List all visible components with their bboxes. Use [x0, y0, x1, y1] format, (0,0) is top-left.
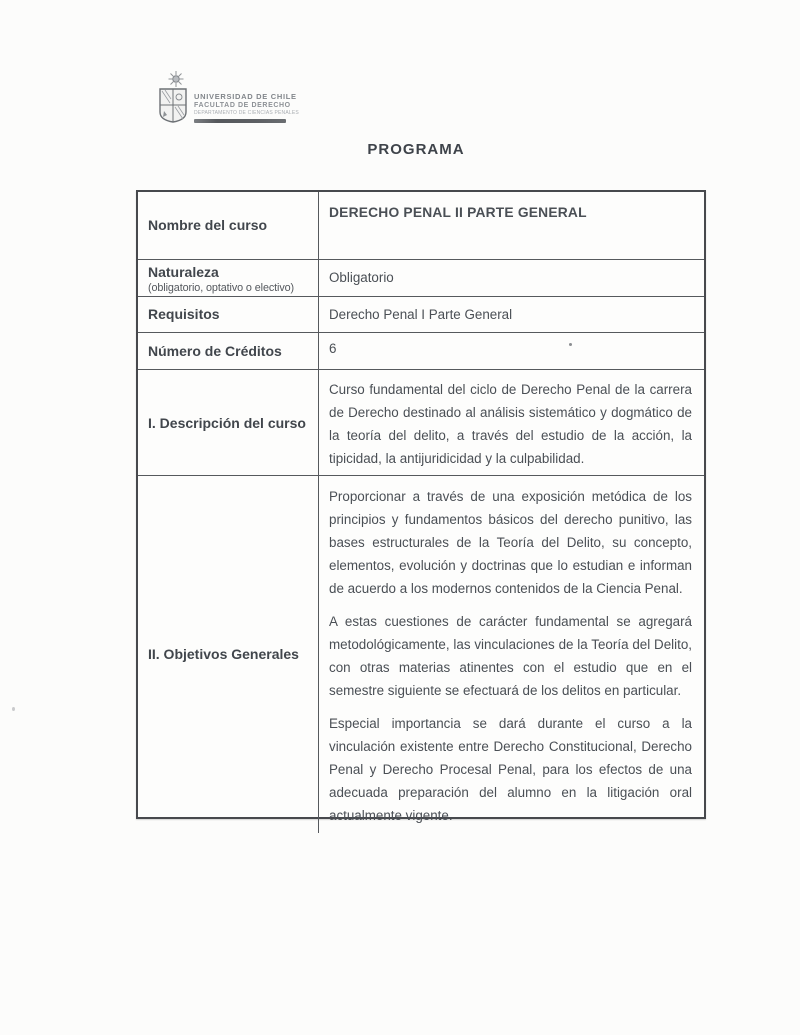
university-crest-icon: [156, 70, 192, 124]
row-label-text: Número de Créditos: [148, 342, 282, 359]
scan-speck: [569, 343, 572, 346]
row-label: [138, 476, 319, 833]
logo-university-name: UNIVERSIDAD DE CHILE: [194, 92, 297, 101]
table-row-objetivos-generales: [138, 476, 704, 823]
row-value: [319, 476, 704, 833]
page-title: PROGRAMA: [367, 141, 465, 158]
table-row-descripcion-del-curso: [138, 370, 704, 476]
value-paragraph: Especial importancia se dará durante el curso a la vinculación existente entre Derecho Constitucional, Derecho Penal y Derecho Procesal Penal, para los efectos de una adecuada preparación del alumno en la litigación oral actualmente vigente.: [329, 716, 692, 823]
table-row-requisitos: [138, 297, 704, 333]
row-label: [138, 333, 319, 369]
table-row-naturaleza: [138, 260, 704, 297]
scan-speck: [12, 707, 15, 711]
value-paragraph: Curso fundamental del ciclo de Derecho Penal de la carrera de Derecho destinado al análisis sistemático y dogmático de la teoría del delito, a través del estudio de la acción, la tipicidad, la antijuridicidad y la culpabilidad.: [329, 382, 692, 466]
row-label-text: Naturaleza: [148, 264, 219, 280]
table-row-numero-de-creditos: [138, 333, 704, 370]
row-label: [138, 297, 319, 332]
row-label: [138, 192, 319, 259]
value-paragraph: Proporcionar a través de una exposición metódica de los principios y fundamentos básicos del derecho punitivo, las bases estructurales de la Teoría del Delito, su concepto, elementos, evolución y doctrinas que lo estudian e informan de acuerdo a los modernos contenidos de la Ciencia Penal.: [329, 489, 692, 596]
row-value: [319, 297, 704, 332]
logo-underline: [194, 119, 286, 123]
row-value: [319, 192, 704, 259]
row-label-text: Nombre del curso: [148, 217, 268, 233]
row-label-text: I. Descripción del curso: [148, 414, 306, 431]
row-value: [319, 333, 704, 369]
row-label: [138, 370, 319, 476]
value-paragraph: A estas cuestiones de carácter fundamental se agregará metodológicamente, las vinculaciones de la Teoría del Delito, con otras materias atinentes con el estudio que en el semestre siguiente se efectuará de los delitos en particular.: [329, 614, 692, 698]
row-value: [319, 370, 704, 476]
row-sublabel-text: (obligatorio, optativo o electivo): [148, 282, 295, 294]
row-label: [138, 260, 319, 298]
value-paragraph: Derecho Penal I Parte General: [329, 307, 513, 322]
value-paragraph: Obligatorio: [329, 270, 394, 285]
logo-text-block: [194, 92, 299, 123]
logo-department-name: DEPARTAMENTO DE CIENCIAS PENALES: [194, 110, 299, 116]
value-paragraph: 6: [329, 341, 337, 356]
value-paragraph: DERECHO PENAL II PARTE GENERAL: [329, 205, 587, 220]
row-label-text: Requisitos: [148, 306, 220, 322]
row-label-text: II. Objetivos Generales: [148, 646, 299, 662]
row-value: [319, 260, 704, 298]
course-program-table: [136, 190, 706, 823]
logo-faculty-name: FACULTAD DE DERECHO: [194, 102, 291, 109]
table-row-nombre-del-curso: [138, 192, 704, 260]
